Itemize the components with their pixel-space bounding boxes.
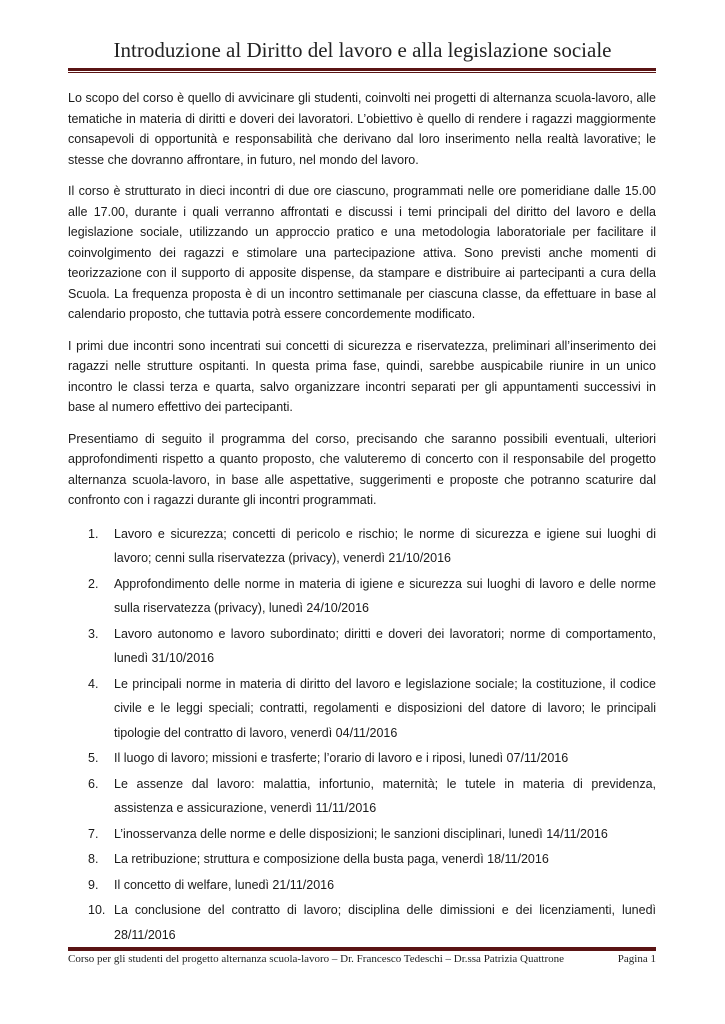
footer-credits: Corso per gli studenti del progetto alternanza scuola-lavoro – Dr. Francesco Tedeschi – Dr.ssa Patrizia Quattrone — [68, 953, 565, 965]
list-item — [68, 622, 656, 671]
list-item-text: La conclusione del contratto di lavoro; disciplina delle dimissioni e dei licenziamenti, lunedì 28/11/2016 — [114, 903, 656, 942]
list-item-text: Lavoro autonomo e lavoro subordinato; diritti e doveri dei lavoratori; norme di comportamento, lunedì 31/10/2016 — [114, 626, 656, 665]
page-number: Pagina 1 — [617, 953, 656, 965]
list-item-text: L’inosservanza delle norme e delle disposizioni; le sanzioni disciplinari, lunedì 14/11/2016 — [114, 826, 608, 841]
list-item-number: 4. — [88, 676, 99, 691]
footer-divider — [68, 946, 656, 951]
list-item-number: 2. — [88, 576, 99, 591]
first-meetings-paragraph: I primi due incontri sono incentrati sui concetti di sicurezza e riservatezza, preliminari all’inserimento dei ragazzi nelle strutture ospitanti. In questa prima fase, quindi, sarebbe auspicabile riunire in un unico incontro le classi terza e quarta, salvo organizzare incontri separati per gli appuntamenti successivi in base al numero effettivo dei partecipanti. — [68, 338, 656, 414]
list-item-number: 8. — [88, 852, 99, 866]
list-item — [68, 898, 656, 947]
list-item — [68, 873, 656, 898]
page-title: Introduzione al Diritto del lavoro e alla legislazione sociale — [113, 38, 612, 62]
list-item — [68, 746, 656, 771]
list-item-text: Le assenze dal lavoro: malattia, infortunio, maternità; le tutele in materia di previdenza, assistenza e assicurazione, venerdì 11/11/2016 — [114, 776, 656, 815]
list-item-number: 6. — [88, 776, 99, 791]
list-item-text: Il concetto di welfare, lunedì 21/11/2016 — [114, 877, 335, 892]
list-item — [68, 672, 656, 746]
list-item — [68, 847, 656, 872]
list-item-text: Lavoro e sicurezza; concetti di pericolo e rischio; le norme di sicurezza e igiene sui luoghi di lavoro; cenni sulla riservatezza (privacy), venerdì 21/10/2016 — [114, 526, 656, 565]
program-list — [68, 522, 656, 948]
list-item-number: 7. — [88, 826, 99, 841]
list-item-number: 3. — [88, 626, 99, 641]
list-item — [68, 572, 656, 621]
list-item-number: 10. — [88, 903, 106, 917]
list-item-text: La retribuzione; struttura e composizione della busta paga, venerdì 18/11/2016 — [114, 852, 549, 866]
list-item-text: Il luogo di lavoro; missioni e trasferte; l’orario di lavoro e i riposi, lunedì 07/11/2016 — [114, 751, 569, 765]
structure-paragraph: Il corso è strutturato in dieci incontri di due ore ciascuno, programmati nelle ore pomeridiane dalle 15.00 alle 17.00, durante i quali verranno affrontati e discussi i temi principali del diritto del lavoro e della legislazione sociale, utilizzando un approccio pratico e una metodologia laboratoriale per facilitare il coinvolgimento dei ragazzi e stimolare una partecipazione attiva. Sono previsti anche momenti di teorizzazione con il supporto di apposite dispense, da stampare e distribuire ai partecipanti a cura della Scuola. La frequenza proposta è di un incontro settimanale per ciascuna classe, da effettuare in base al calendario proposto, che tuttavia potrà essere concordemente modificato. — [68, 184, 656, 321]
intro-paragraph: Lo scopo del corso è quello di avvicinare gli studenti, coinvolti nei progetti di alternanza scuola-lavoro, alle tematiche in materia di diritti e doveri dei lavoratori. L’obiettivo è quello di rendere i ragazzi maggiormente consapevoli di opportunità e responsabilità che derivano dal loro inserimento nella realtà lavorative; le stesse che dovranno affrontare, in futuro, nel mondo del lavoro. — [68, 91, 656, 167]
page-footer — [68, 953, 656, 965]
document-body — [68, 88, 656, 948]
list-item-text: Le principali norme in materia di diritto del lavoro e legislazione sociale; la costituzione, il codice civile e le leggi speciali; contratti, regolamenti e disposizioni del datore di lavoro; le principali tipologie del contratto di lavoro, venerdì 04/11/2016 — [114, 676, 656, 740]
list-item-text: Approfondimento delle norme in materia di igiene e sicurezza sui luoghi di lavoro e delle norme sulla riservatezza (privacy), lunedì 24/10/2016 — [114, 576, 656, 615]
header-divider — [68, 68, 656, 73]
list-item — [68, 772, 656, 821]
program-intro-paragraph: Presentiamo di seguito il programma del corso, precisando che saranno possibili eventuali, ulteriori approfondimenti rispetto a quanto proposto, che valuteremo di concerto con il responsabile del progetto alternanza scuola-lavoro, in base alle aspettative, suggerimenti e proposte che potranno scaturire dal confronto con i ragazzi durante gli incontri programmati. — [68, 431, 656, 507]
list-item-number: 9. — [88, 877, 99, 892]
list-item-number: 1. — [88, 526, 99, 541]
list-item — [68, 822, 656, 847]
list-item-number: 5. — [88, 751, 99, 765]
list-item — [68, 522, 656, 571]
